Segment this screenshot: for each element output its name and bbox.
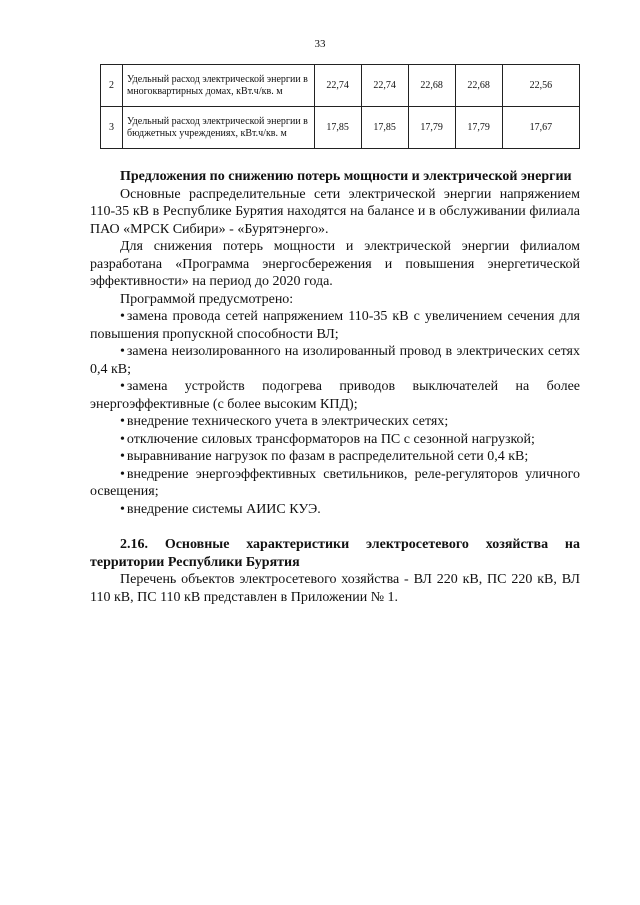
list-item-text: внедрение системы АИИС КУЭ. xyxy=(126,501,321,517)
list-item-text: выравнивание нагрузок по фазам в распределительной сети 0,4 кВ; xyxy=(126,449,529,464)
section-heading: 2.16. Основные характеристики электросетевого хозяйства на территории Республики Бурятия xyxy=(90,537,580,570)
indicator-value: 17,79 xyxy=(455,107,502,149)
list-item xyxy=(90,466,580,501)
list-item xyxy=(90,343,580,378)
page-number: 33 xyxy=(314,38,326,50)
indicators-table xyxy=(100,64,580,149)
indicator-value: 22,68 xyxy=(408,65,455,107)
indicator-value: 17,85 xyxy=(314,107,361,149)
list-item xyxy=(90,308,580,343)
table-row xyxy=(101,107,580,149)
section-spacer xyxy=(90,518,580,536)
bullet-icon: • xyxy=(120,501,125,517)
bullet-icon: • xyxy=(120,431,125,447)
row-number: 3 xyxy=(101,107,123,149)
list-item xyxy=(90,448,580,466)
indicator-value: 17,79 xyxy=(408,107,455,149)
indicator-value: 22,68 xyxy=(455,65,502,107)
list-item xyxy=(90,431,580,449)
row-number: 2 xyxy=(101,65,123,107)
list-item xyxy=(90,501,580,519)
list-item-text: замена провода сетей напряжением 110-35 кВ с увеличением сечения для повышения пропускной способности ВЛ; xyxy=(90,309,580,342)
paragraph: Программой предусмотрено: xyxy=(120,291,294,307)
bullet-icon: • xyxy=(120,344,125,359)
list-item-text: замена неизолированного на изолированный провод в электрических сетях 0,4 кВ; xyxy=(90,344,580,377)
list-item xyxy=(90,378,580,413)
bullet-icon: • xyxy=(120,449,125,464)
paragraph: Для снижения потерь мощности и электрической энергии филиалом разработана «Программа энергосбережения и повышения энергетической эффективности» на период до 2020 года. xyxy=(90,239,580,289)
bullet-icon: • xyxy=(120,414,125,429)
document-body xyxy=(90,168,580,606)
list-item-text: замена устройств подогрева приводов выключателей на более энергоэффективные (с более высоким КПД); xyxy=(90,379,580,412)
indicator-name: Удельный расход электрической энергии в многоквартирных домах, кВт.ч/кв. м xyxy=(122,65,314,107)
indicator-value: 17,85 xyxy=(361,107,408,149)
bullet-icon: • xyxy=(120,379,125,394)
paragraph: Основные распределительные сети электрической энергии напряжением 110-35 кВ в Республике Бурятия находятся на балансе и в обслуживании филиала ПАО «МРСК Сибири» - «Бурятэнерго». xyxy=(90,186,580,237)
indicator-value: 22,74 xyxy=(314,65,361,107)
list-item-text: внедрение технического учета в электрических сетях; xyxy=(126,414,449,429)
bullet-icon: • xyxy=(120,309,125,324)
list-item-text: внедрение энергоэффективных светильников, реле-регуляторов уличного освещения; xyxy=(90,466,580,499)
list-item-text: отключение силовых трансформаторов на ПС с сезонной нагрузкой; xyxy=(126,431,535,447)
indicator-name: Удельный расход электрической энергии в бюджетных учреждениях, кВт.ч/кв. м xyxy=(122,107,314,149)
bullet-icon: • xyxy=(120,466,125,482)
list-item xyxy=(90,413,580,431)
indicator-value: 22,56 xyxy=(502,65,579,107)
paragraph: Перечень объектов электросетевого хозяйства - ВЛ 220 кВ, ПС 220 кВ, ВЛ 110 кВ, ПС 110 кВ представлен в Приложении № 1. xyxy=(90,572,580,605)
table-row xyxy=(101,65,580,107)
indicator-value: 17,67 xyxy=(502,107,579,149)
section-heading: Предложения по снижению потерь мощности и электрической энергии xyxy=(120,169,572,184)
indicator-value: 22,74 xyxy=(361,65,408,107)
